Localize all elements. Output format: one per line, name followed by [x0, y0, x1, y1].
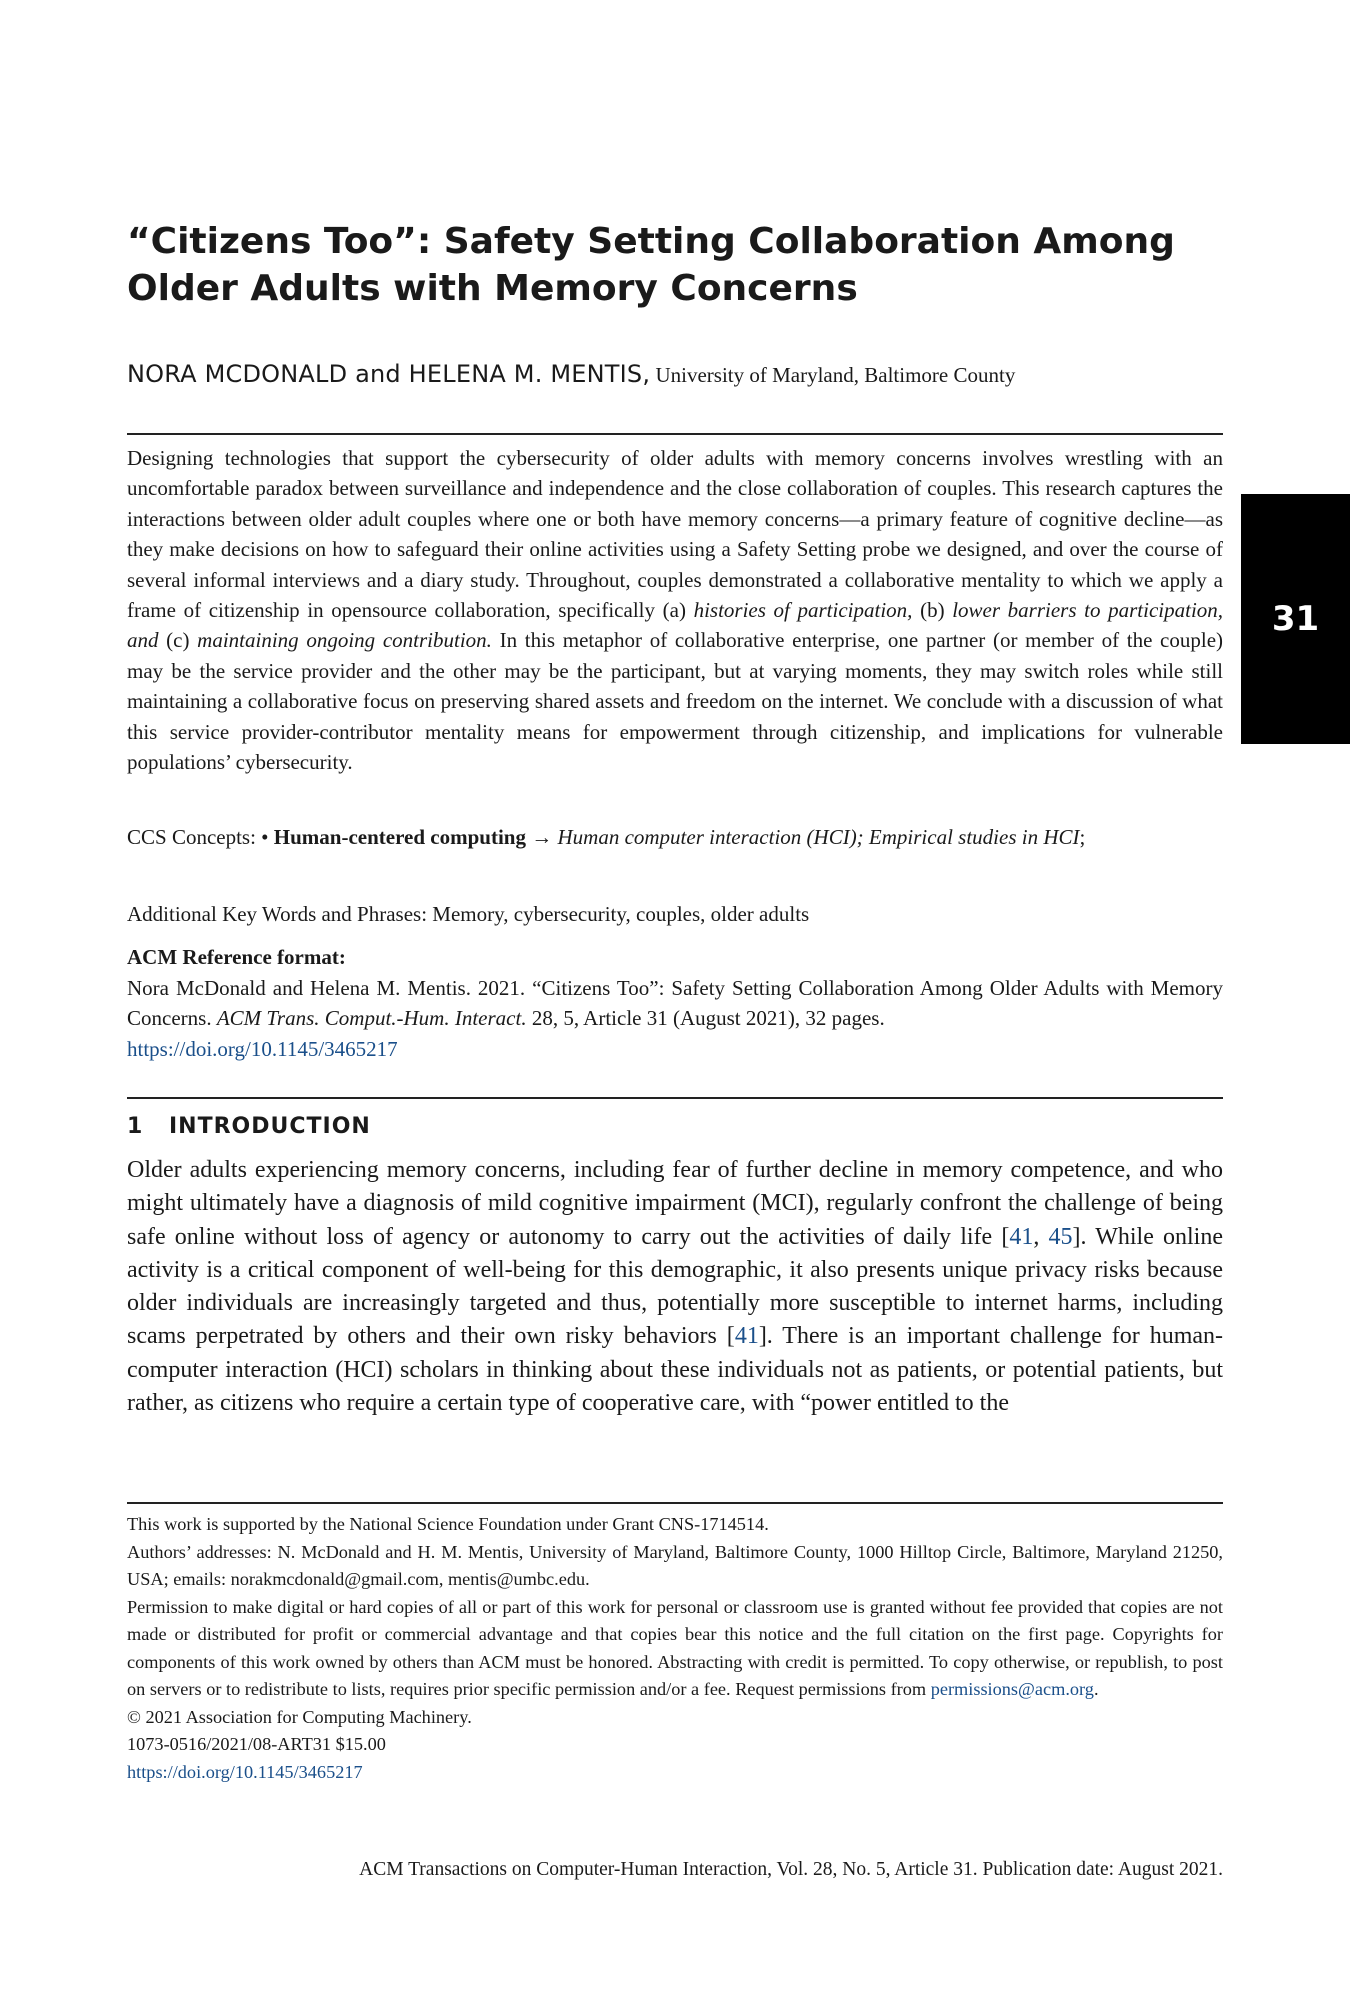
- intro-text: Older adults experiencing memory concerns, including fear of further decline in memory competence, and who might ultimately have a diagnosis of mild cognitive impairment (MCI), regularly confront the challenge of being safe online without loss of agency or autonomy to carry out the activities of daily life [: [127, 1157, 1223, 1250]
- permission-end: .: [1093, 1679, 1099, 1699]
- paper-title: “Citizens Too”: Safety Setting Collaboration Among Older Adults with Memory Concerns: [127, 221, 1175, 309]
- article-number-tab: [1241, 494, 1350, 744]
- author-line: [127, 360, 1227, 389]
- reference-journal: ACM Trans. Comput.-Hum. Interact.: [216, 1006, 527, 1031]
- ccs-main-concept: Human-centered computing: [273, 825, 526, 849]
- permission-text: Permission to make digital or hard copies of all or part of this work for personal or classroom use is granted without fee provided that copies are not made or distributed for profit or commercial advantage and that copies bear this notice and the full citation on the first page. Copyrights for components of this work owned by others than ACM must be honored. Abstracting with credit is permitted. To copy otherwise, or republish, to post on servers or to redistribute to lists, requires prior specific permission and/or a fee. Request permissions from: [127, 1596, 1223, 1699]
- abstract-text: Designing technologies that support the cybersecurity of older adults with memory concerns involves wrestling with an uncomfortable paradox between surveillance and independence and the close collaboration of couples. This research captures the interactions between older adult couples where one or both have memory concerns—a primary feature of cognitive decline—as they make decisions on how to safeguard their online activities using a Safety Setting probe we designed, and over the course of several informal interviews and a diary study. Throughout, couples demonstrated a collaborative mentality to which we apply a frame of citizenship in opensource collaboration, specifically (a): [127, 446, 1223, 623]
- article-number: 31: [1271, 599, 1320, 639]
- footnote-rule: [127, 1502, 1223, 1504]
- citation-separator: ,: [1033, 1223, 1049, 1250]
- author-addresses: Authors’ addresses: N. McDonald and H. M. Mentis, University of Maryland, Baltimore County, 1000 Hilltop Circle, Baltimore, Maryland 21250, USA; emails: norakmcdonald@gmail.com, mentis@umbc.edu.: [127, 1541, 1223, 1589]
- citation-link[interactable]: 41: [734, 1323, 759, 1350]
- abstract-emphasis: lower barriers to participation, and: [127, 598, 1224, 653]
- abstract: [127, 443, 1223, 777]
- footnote-doi-link[interactable]: https://doi.org/10.1145/3465217: [127, 1761, 363, 1782]
- ccs-concepts: [127, 822, 1223, 852]
- ccs-arrow: →: [531, 825, 553, 849]
- section-title: INTRODUCTION: [169, 1114, 371, 1139]
- reference-doi-link[interactable]: https://doi.org/10.1145/3465217: [127, 1036, 398, 1061]
- reference-format-heading: ACM Reference format:: [127, 945, 346, 969]
- intro-text: ]. While online activity is a critical component of well-being for this demographic, it also presents unique privacy risks because older individuals are increasingly targeted and thus, potentially more susceptible to internet harms, including scams perpetrated by others and their own risky behaviors [: [127, 1223, 1224, 1350]
- author-affiliation: University of Maryland, Baltimore County: [655, 363, 1016, 387]
- abstract-text: (c): [166, 628, 190, 653]
- section-rule: [127, 1097, 1223, 1099]
- abstract-emphasis: histories of participation,: [693, 598, 913, 623]
- reference-format: [127, 973, 1223, 1064]
- abstract-emphasis: maintaining ongoing contribution.: [197, 628, 492, 653]
- funding-note: This work is supported by the National Science Foundation under Grant CNS-1714514.: [127, 1514, 769, 1534]
- header-rule: [127, 433, 1223, 435]
- section-heading: [127, 1114, 1223, 1139]
- ccs-label: CCS Concepts: •: [127, 825, 269, 849]
- ccs-tail: ;: [1079, 825, 1086, 849]
- footnotes: [127, 1511, 1223, 1786]
- reference-text: Nora McDonald and Helena M. Mentis. 2021. “Citizens Too”: Safety Setting Collaboration Among Older Adults with Memory Concerns.: [127, 976, 1223, 1031]
- reference-details: 28, 5, Article 31 (August 2021), 32 pages.: [531, 1006, 885, 1031]
- citation-link[interactable]: 41: [1009, 1223, 1034, 1250]
- author-names: NORA MCDONALD and HELENA M. MENTIS,: [127, 360, 651, 388]
- keywords: Additional Key Words and Phrases: Memory, cybersecurity, couples, older adults: [127, 902, 810, 926]
- permission-note: [127, 1594, 1223, 1704]
- intro-paragraph: [127, 1154, 1223, 1420]
- abstract-text: (b): [920, 598, 945, 623]
- copyright-note: © 2021 Association for Computing Machinery.: [127, 1706, 472, 1727]
- citation-link[interactable]: 45: [1048, 1223, 1073, 1250]
- issn-note: 1073-0516/2021/08-ART31 $15.00: [127, 1734, 386, 1754]
- ccs-subconcepts: Human computer interaction (HCI); Empirical studies in HCI: [557, 825, 1080, 849]
- section-number: 1: [127, 1114, 144, 1139]
- permissions-email-link[interactable]: permissions@acm.org: [930, 1679, 1094, 1699]
- abstract-text: In this metaphor of collaborative enterprise, one partner (or member of the couple) may be the service provider and the other may be the participant, but at varying moments, they may switch roles while still maintaining a collaborative focus on preserving shared assets and freedom on the internet. We conclude with a discussion of what this service provider-contributor mentality means for empowerment through citizenship, and implications for vulnerable populations’ cybersecurity.: [127, 628, 1224, 775]
- running-footer: ACM Transactions on Computer-Human Interaction, Vol. 28, No. 5, Article 31. Publication date: August 2021.: [359, 1859, 1223, 1880]
- intro-text: ]. There is an important challenge for human-computer interaction (HCI) scholars in thinking about these individuals not as patients, or potential patients, but rather, as citizens who require a certain type of cooperative care, with “power entitled to the: [127, 1323, 1224, 1417]
